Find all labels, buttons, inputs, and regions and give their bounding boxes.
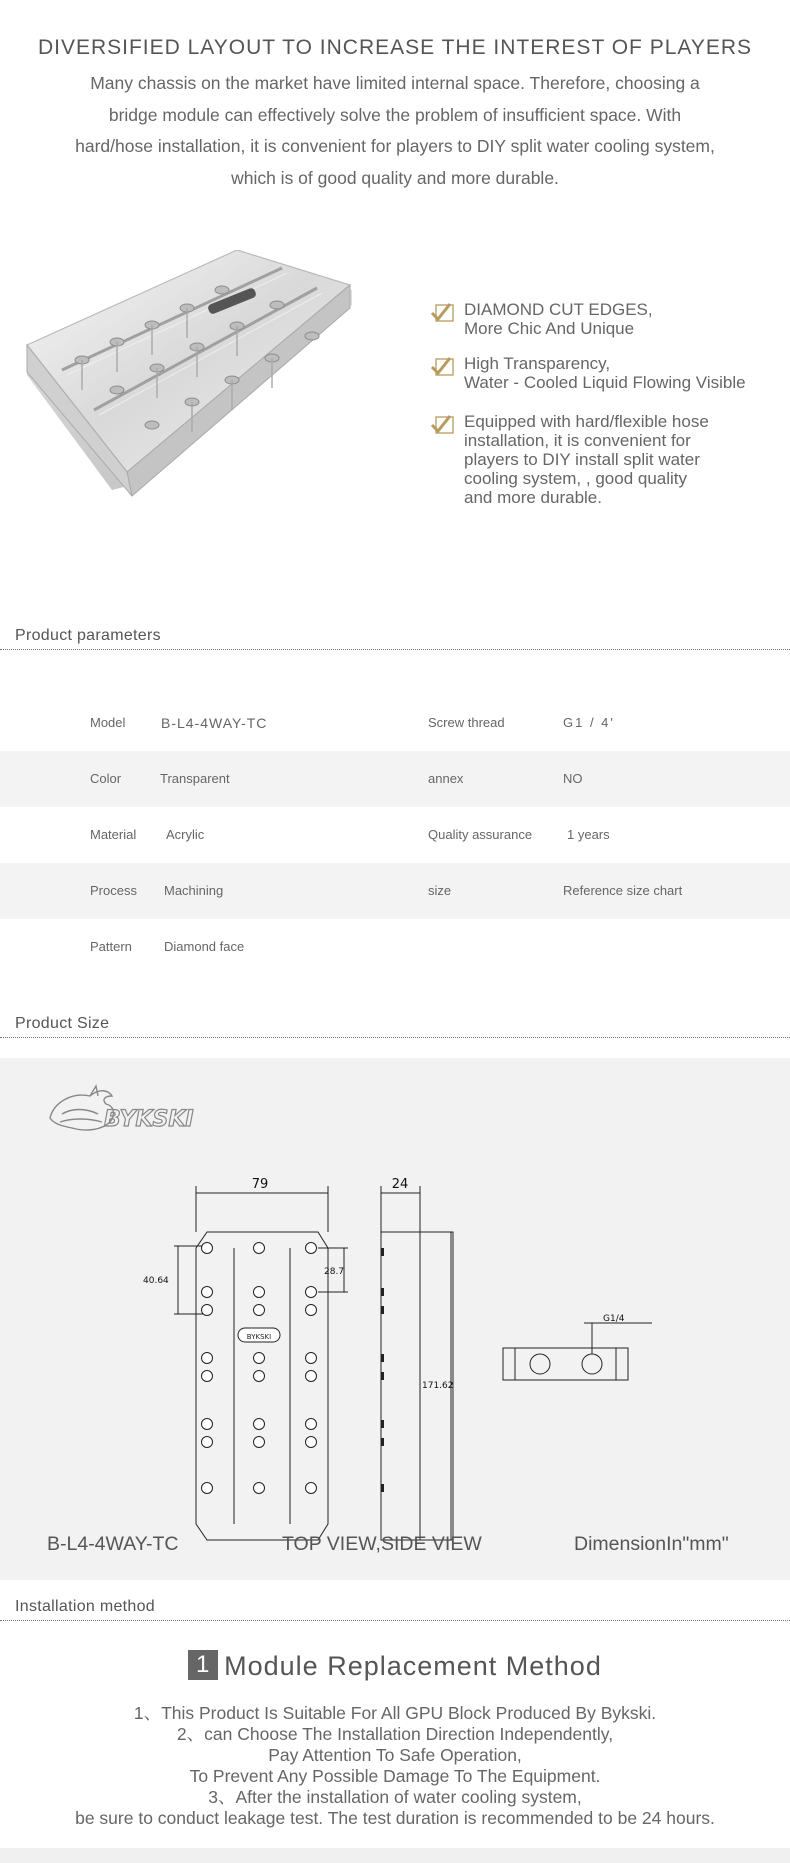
intro-line: Many chassis on the market have limited internal space. Therefore, choosing a — [90, 73, 700, 93]
thread-label: G1/4 — [603, 1314, 625, 1324]
dim-left-label: 40.64 — [143, 1276, 169, 1286]
param-label: Screw thread — [428, 715, 505, 730]
intro-line: which is of good quality and more durable. — [231, 167, 559, 188]
instruction-line: be sure to conduct leakage test. The test duration is recommended to be 24 hours. — [75, 1808, 715, 1828]
dim-width-label: 79 — [251, 1177, 269, 1192]
param-value: Acrylic — [166, 827, 205, 842]
model-caption: B-L4-4WAY-TC — [47, 1533, 179, 1555]
param-label: Quality assurance — [428, 827, 533, 842]
param-value: Machining — [164, 883, 224, 898]
param-label: Color — [90, 771, 122, 786]
feature-line: Equipped with hard/flexible hose — [464, 412, 709, 431]
feature-line: players to DIY install split water — [464, 450, 700, 469]
section-title: Product parameters — [15, 627, 161, 644]
param-value: Reference size chart — [563, 883, 683, 898]
divider — [0, 1620, 790, 1621]
check-icon — [430, 303, 456, 323]
param-label: size — [428, 883, 452, 898]
section-heading-parameters — [0, 627, 790, 647]
feature-line: More Chic And Unique — [464, 319, 635, 338]
instruction-line: 2、can Choose The Installation Direction Independently, — [176, 1724, 614, 1744]
method-title-text: Module Replacement Method — [224, 1651, 602, 1681]
feature-line: cooling system, , good quality — [464, 469, 688, 488]
check-icon — [430, 415, 456, 435]
top-view-outline — [196, 1232, 328, 1540]
table-row — [0, 695, 790, 751]
param-value: Diamond face — [164, 939, 245, 954]
param-value: Transparent — [160, 771, 230, 786]
dim-depth-label: 24 — [391, 1177, 409, 1192]
dimension-drawing — [0, 1058, 790, 1580]
step-number-badge: 1 — [188, 1650, 218, 1680]
intro-line: hard/hose installation, it is convenient for players to DIY split water cooling system, — [75, 136, 715, 156]
feature-text — [464, 412, 784, 507]
feature-line: installation, it is convenient for — [464, 431, 691, 450]
instruction-line: 3、After the installation of water cooling system, — [208, 1787, 582, 1807]
param-label: Model — [90, 715, 126, 730]
section-heading-installation — [0, 1598, 790, 1618]
table-row — [0, 919, 790, 975]
param-value: G1 / 4' — [563, 715, 615, 730]
divider — [0, 1037, 790, 1038]
feature-line: DIAMOND CUT EDGES, — [464, 300, 653, 319]
logo-wordmark: BYKSKI — [104, 1107, 194, 1132]
check-icon — [430, 357, 456, 377]
param-label: Pattern — [90, 939, 132, 954]
method-instructions — [0, 1703, 790, 1829]
divider — [0, 649, 790, 650]
feature-line: Water - Cooled Liquid Flowing Visible — [464, 373, 746, 392]
section-heading-size — [0, 1015, 790, 1035]
table-row — [0, 863, 790, 919]
table-row — [0, 751, 790, 807]
product-photo — [22, 250, 422, 570]
param-value: B-L4-4WAY-TC — [161, 715, 268, 731]
feature-line: High Transparency, — [464, 354, 611, 373]
dim-height-label: 171.62 — [422, 1381, 454, 1391]
badge-label: BYKSKI — [246, 1333, 272, 1341]
param-value: NO — [563, 771, 583, 786]
section-title: Product Size — [15, 1015, 110, 1032]
instruction-line: To Prevent Any Possible Damage To The Equipment. — [189, 1766, 601, 1786]
view-caption: TOP VIEW,SIDE VIEW — [282, 1533, 482, 1555]
table-row — [0, 807, 790, 863]
intro-title: DIVERSIFIED LAYOUT TO INCREASE THE INTEREST OF PLAYERS — [37, 36, 753, 59]
method-title — [0, 1650, 790, 1682]
param-label: Process — [90, 883, 137, 898]
param-value: 1 years — [567, 827, 610, 842]
end-view-outline — [503, 1348, 628, 1380]
instruction-line: Pay Attention To Safe Operation, — [268, 1745, 522, 1765]
footer-band — [0, 1848, 790, 1863]
intro-section — [0, 0, 790, 230]
param-label: Material — [90, 827, 137, 842]
dim-right-label: 28.7 — [324, 1267, 345, 1277]
param-label: annex — [428, 771, 464, 786]
feature-text — [464, 354, 784, 392]
section-title: Installation method — [15, 1598, 156, 1615]
intro-text — [20, 68, 770, 194]
feature-line: and more durable. — [464, 488, 602, 507]
intro-line: bridge module can effectively solve the problem of insufficient space. With — [108, 104, 682, 125]
size-chart — [0, 1058, 790, 1580]
instruction-line: 1、This Product Is Suitable For All GPU Block Produced By Bykski. — [133, 1703, 657, 1723]
unit-caption: DimensionIn"mm" — [574, 1533, 729, 1555]
feature-text — [464, 300, 784, 338]
